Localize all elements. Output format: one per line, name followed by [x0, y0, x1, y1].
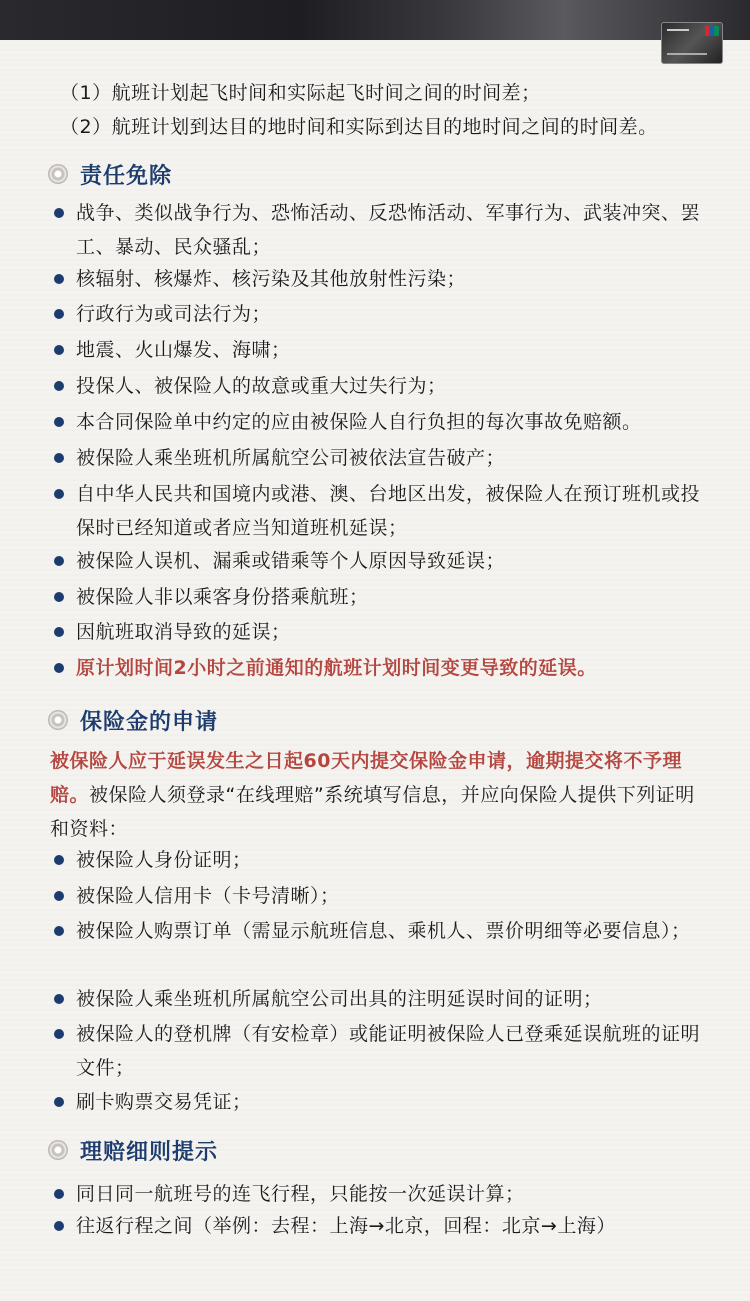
bullet-icon: [54, 381, 64, 391]
bullet-icon: [54, 592, 64, 602]
bullet-icon: [54, 453, 64, 463]
section-header-claim: [48, 703, 218, 737]
section-dot-icon: [48, 1140, 68, 1160]
bullet-icon: [54, 274, 64, 284]
list-item: 被保险人购票订单（需显示航班信息、乘机人、票价明细等必要信息）；: [54, 914, 704, 948]
intro-line: （2）航班计划到达目的地时间和实际到达目的地时间之间的时间差。: [60, 116, 658, 138]
list-item: 被保险人非以乘客身份搭乘航班；: [54, 580, 704, 614]
bullet-icon: [54, 891, 64, 901]
credit-card-image: [661, 22, 723, 64]
section-header-rules: [48, 1133, 218, 1167]
card-number-line: [667, 53, 707, 55]
bullet-icon: [54, 489, 64, 499]
list-item: 地震、火山爆发、海啸；: [54, 333, 704, 367]
list-item: 自中华人民共和国境内或港、澳、台地区出发，被保险人在预订班机或投保时已经知道或者应当知道班机延误；: [54, 477, 704, 545]
section-dot-icon: [48, 710, 68, 730]
section-title: 保险金的申请: [80, 709, 219, 735]
bullet-icon: [54, 1189, 64, 1199]
claim-paragraph: 被保险人应于延误发生之日起60天内提交保险金申请，逾期提交将不予理赔。被保险人须登录“在线理赔”系统填写信息，并应向保险人提供下列证明和资料：: [50, 750, 695, 840]
section-title: 理赔细则提示: [80, 1139, 219, 1165]
list-item: 行政行为或司法行为；: [54, 297, 704, 331]
bullet-icon: [54, 345, 64, 355]
bullet-icon: [54, 663, 64, 673]
section-title: 责任免除: [80, 163, 173, 189]
bullet-icon: [54, 994, 64, 1004]
list-item: 被保险人的登机牌（有安检章）或能证明被保险人已登乘延误航班的证明文件；: [54, 1017, 704, 1085]
bullet-icon: [54, 855, 64, 865]
section-header-exemption: [48, 157, 172, 191]
list-item: 往返行程之间（举例：去程：上海→北京，回程：北京→上海）: [54, 1209, 704, 1243]
list-item: 投保人、被保险人的故意或重大过失行为；: [54, 369, 704, 403]
list-item: 同日同一航班号的连飞行程，只能按一次延误计算；: [54, 1177, 704, 1211]
header-banner: [0, 0, 750, 40]
list-item: 被保险人信用卡（卡号清晰）；: [54, 879, 704, 913]
list-item: 被保险人误机、漏乘或错乘等个人原因导致延误；: [54, 544, 704, 578]
bullet-icon: [54, 309, 64, 319]
list-item-highlight: 原计划时间2小时之前通知的航班计划时间变更导致的延误。: [54, 651, 704, 685]
list-item: 因航班取消导致的延误；: [54, 615, 704, 649]
list-item: 被保险人乘坐班机所属航空公司出具的注明延误时间的证明；: [54, 982, 704, 1016]
list-item: 战争、类似战争行为、恐怖活动、反恐怖活动、军事行为、武装冲突、罢工、暴动、民众骚乱；: [54, 196, 704, 264]
bullet-icon: [54, 1097, 64, 1107]
bullet-icon: [54, 1221, 64, 1231]
bullet-icon: [54, 556, 64, 566]
card-logo-line: [667, 29, 689, 31]
bullet-icon: [54, 1029, 64, 1039]
bullet-icon: [54, 417, 64, 427]
section-dot-icon: [48, 164, 68, 184]
intro-line: （1）航班计划起飞时间和实际起飞时间之间的时间差；: [60, 82, 541, 104]
bullet-icon: [54, 627, 64, 637]
bullet-icon: [54, 926, 64, 936]
list-item: 本合同保险单中约定的应由被保险人自行负担的每次事故免赔额。: [54, 405, 704, 439]
list-item: 被保险人乘坐班机所属航空公司被依法宣告破产；: [54, 441, 704, 475]
list-item: 核辐射、核爆炸、核污染及其他放射性污染；: [54, 262, 704, 296]
list-item: 刷卡购票交易凭证；: [54, 1085, 704, 1119]
unionpay-logo-icon: [705, 26, 719, 36]
bullet-icon: [54, 208, 64, 218]
list-item: 被保险人身份证明；: [54, 843, 704, 877]
